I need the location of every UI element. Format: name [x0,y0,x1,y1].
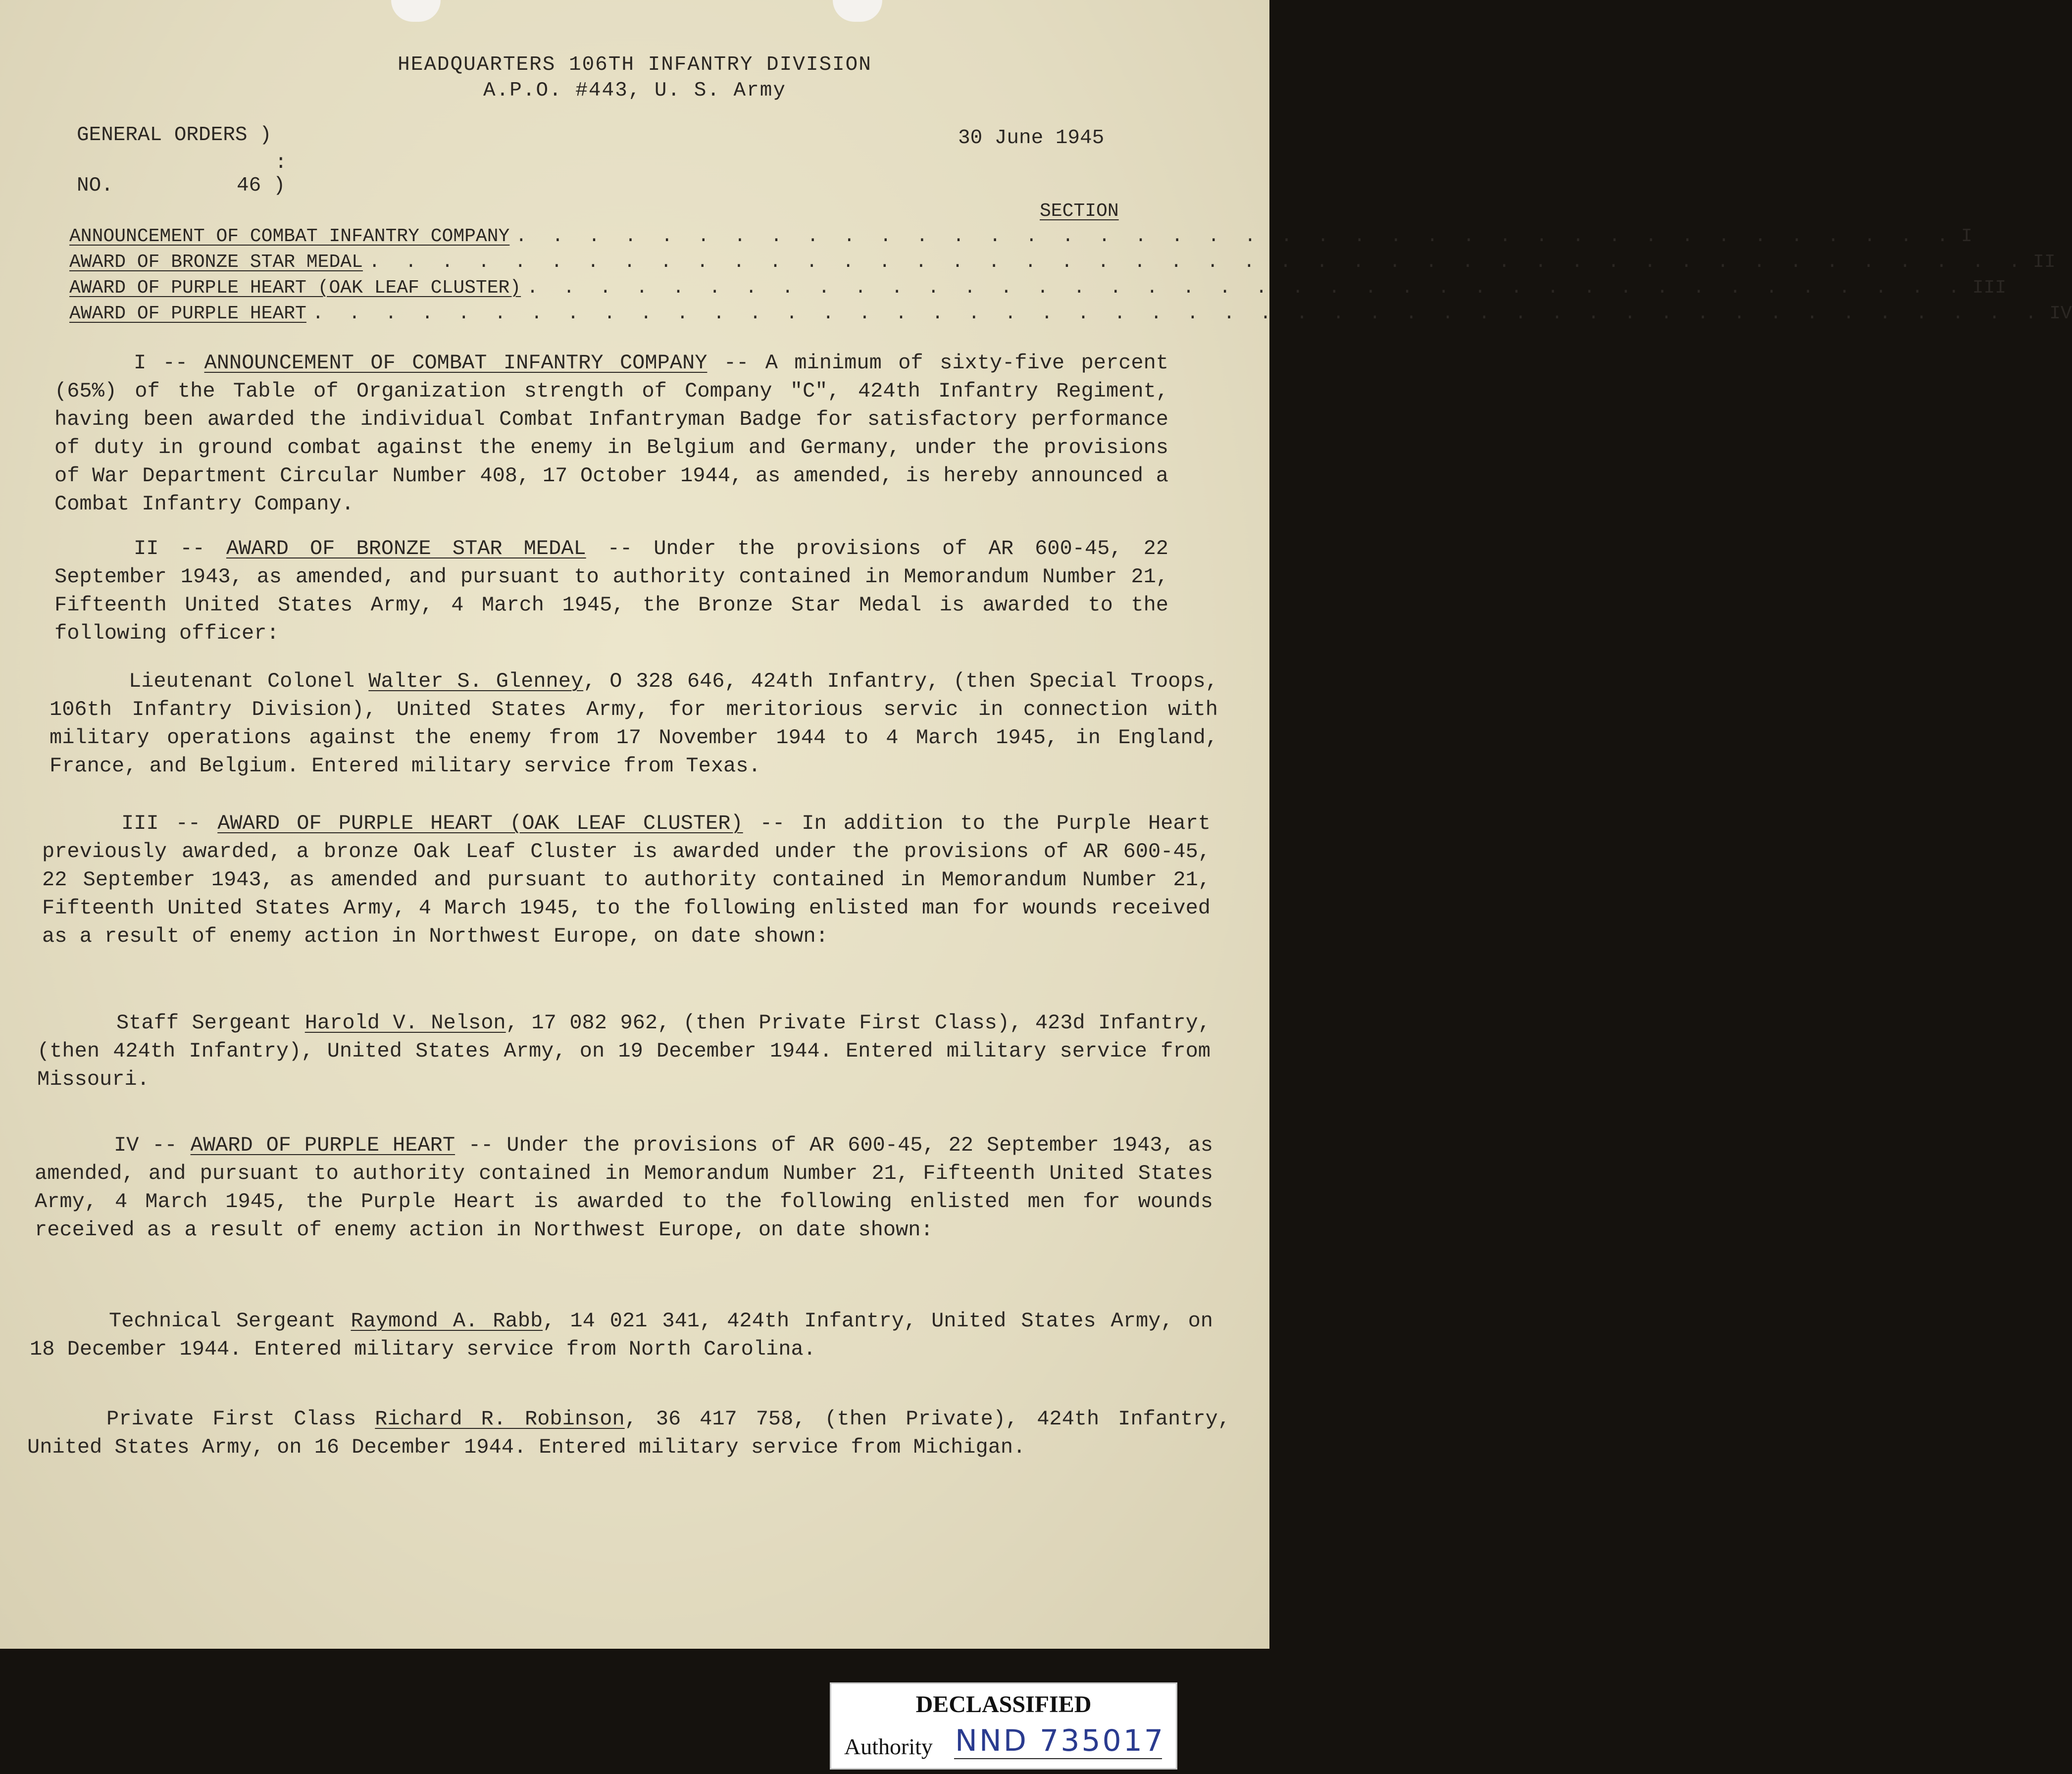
toc-leader-dots: . . . . . . . . . . . . . . . . . . . . . . . . . . . . . . . . . . . . . . . . [515,226,1955,247]
recipient-rank: Technical Sergeant [109,1309,351,1333]
toc-section-number: II [2033,252,2056,273]
recipient-glenney [50,667,1218,780]
section-title: AWARD OF BRONZE STAR MEDAL [226,537,586,560]
toc-section-number: III [1972,277,2007,299]
section-number: II -- [134,537,226,560]
section-body: -- Under the provisions of AR 600-45, 22 September 1943, as amended, and pursuant to authority contained in Memorandum Number 21, Fifteenth United States Army, 4 March 1945, the Bronze Star Medal is awarded to the following officer: [54,537,1168,645]
section-number: III -- [121,811,218,835]
section-1-paragraph [54,349,1168,518]
toc-row [69,303,2072,329]
section-body: -- In addition to the Purple Heart previously awarded, a bronze Oak Leaf Cluster is awarded under the provisions of AR 600-45, 22 September 1943, as amended and pursuant to authority contained in Memorandum Number 21, Fifteenth United States Army, 4 March 1945, to the following enlisted man for wounds received as a result of enemy action in Northwest Europe, on date shown: [42,811,1211,948]
toc-title: AWARD OF PURPLE HEART (OAK LEAF CLUSTER) [69,277,521,299]
general-orders-label: GENERAL ORDERS ) [77,124,272,147]
section-3 [42,810,1211,951]
recipient-paragraph [30,1307,1213,1364]
toc-leader-dots: . . . . . . . . . . . . . . . . . . . . . . . . . . . . . . . . . . . . . . . . . . . . . . [368,252,2027,273]
header-line-2: A.P.O. #443, U. S. Army [483,79,786,102]
recipient-details: , 17 082 962, (then Private First Class), 423d Infantry, (then 424th Infantry), United States Army, on 19 December 1944. Entered military service from Missouri. [37,1011,1211,1091]
section-number: IV -- [114,1133,191,1157]
recipient-robinson [27,1405,1230,1462]
recipient-rank: Staff Sergeant [116,1011,305,1035]
orders-date: 30 June 1945 [958,127,1105,150]
toc-section-number: IV [2049,303,2072,324]
recipient-name: Walter S. Glenney [368,669,584,693]
recipient-details: , 36 417 758, (then Private), 424th Infantry, United States Army, on 16 December 1944. Entered military service from Michigan. [27,1407,1230,1459]
section-2 [54,535,1168,648]
orders-number-label: NO. [77,174,113,197]
table-of-contents [69,226,2072,329]
section-title: ANNOUNCEMENT OF COMBAT INFANTRY COMPANY [204,351,708,375]
punch-hole [391,0,441,22]
toc-row [69,277,2007,303]
toc-title: ANNOUNCEMENT OF COMBAT INFANTRY COMPANY [69,226,510,247]
punch-hole [833,0,882,22]
recipient-name: Richard R. Robinson [375,1407,625,1431]
recipient-details: , 14 021 341, 424th Infantry, United States Army, on 18 December 1944. Entered military service from North Carolina. [30,1309,1213,1361]
toc-row [69,226,1972,252]
stamp-authority-value: NND 735017 [955,1723,1165,1758]
declassified-stamp [830,1682,1177,1770]
orders-number: 46 ) [237,174,286,197]
stamp-title: DECLASSIFIED [915,1691,1092,1718]
recipient-name: Harold V. Nelson [304,1011,506,1035]
toc-title: AWARD OF BRONZE STAR MEDAL [69,252,363,273]
recipient-name: Raymond A. Rabb [351,1309,543,1333]
section-number: I -- [134,351,204,375]
toc-section-number: I [1961,226,1972,247]
section-3-paragraph [42,810,1211,951]
section-4 [35,1131,1213,1244]
toc-title: AWARD OF PURPLE HEART [69,303,306,324]
section-body: -- Under the provisions of AR 600-45, 22 September 1943, as amended, and pursuant to authority contained in Memorandum Number 21, Fifteenth United States Army, 4 March 1945, the Purple Heart is awarded to the following enlisted men for wounds received as a result of enemy action in Northwest Europe, on date shown: [35,1133,1213,1242]
section-title: AWARD OF PURPLE HEART [190,1133,455,1157]
recipient-rank: Lieutenant Colonel [129,669,369,693]
section-title: AWARD OF PURPLE HEART (OAK LEAF CLUSTER) [217,811,743,835]
toc-leader-dots: . . . . . . . . . . . . . . . . . . . . . . . . . . . . . . . . . . . . . . . . . . . . . . . . [312,303,2044,324]
orders-colon: : [275,152,287,174]
recipient-paragraph [37,1009,1211,1094]
section-2-paragraph [54,535,1168,648]
toc-leader-dots: . . . . . . . . . . . . . . . . . . . . . . . . . . . . . . . . . . . . . . . . [527,277,1967,299]
stamp-authority-label: Authority [844,1734,933,1759]
toc-section-heading: SECTION [1040,201,1119,222]
stamp-signature-line [954,1758,1162,1759]
section-body: -- A minimum of sixty-five percent (65%) of the Table of Organization strength of Company "C", 424th Infantry Regiment, having been awarded the individual Combat Infantryman Badge for satisfactory performance of duty in ground combat against the enemy in Belgium and Germany, under the provisions of War Department Circular Number 408, 17 October 1944, as amended, is hereby announced a Combat Infantry Company. [54,351,1168,516]
recipient-details: , O 328 646, 424th Infantry, (then Special Troops, 106th Infantry Division), United States Army, for meritorious servic in connection with military operations against the enemy from 17 November 1944 to 4 March 1945, in England, France, and Belgium. Entered military service from Texas. [50,669,1218,778]
section-1 [54,349,1168,518]
recipient-paragraph [50,667,1218,780]
toc-row [69,252,2056,277]
recipient-rank: Private First Class [106,1407,375,1431]
header-line-1: HEADQUARTERS 106TH INFANTRY DIVISION [398,53,872,76]
recipient-nelson [37,1009,1211,1094]
recipient-paragraph [27,1405,1230,1462]
section-4-paragraph [35,1131,1213,1244]
recipient-rabb [30,1307,1213,1364]
